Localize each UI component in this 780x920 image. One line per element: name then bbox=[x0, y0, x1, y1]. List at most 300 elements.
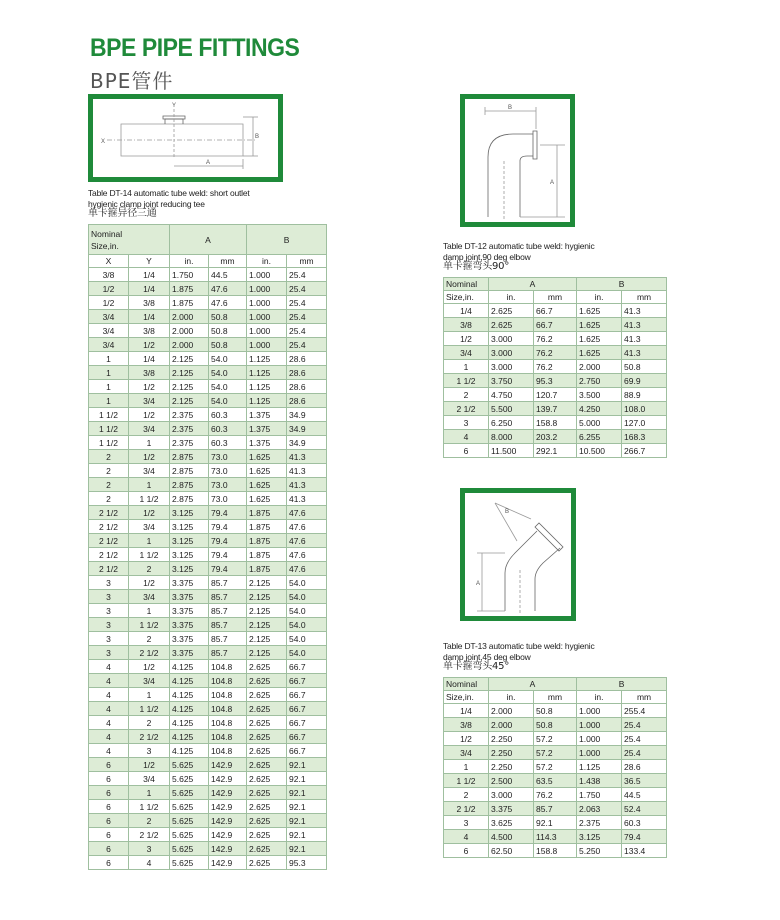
table-row bbox=[444, 816, 667, 830]
table-cell: 3.000 bbox=[489, 788, 534, 802]
table-cell: 1/2 bbox=[129, 758, 170, 772]
table-cell: 25.4 bbox=[287, 338, 327, 352]
table1-sub-x: X bbox=[89, 255, 129, 268]
table-row bbox=[89, 814, 327, 828]
table-cell: 1.000 bbox=[247, 324, 287, 338]
table-cell: 4 bbox=[89, 688, 129, 702]
table-row bbox=[444, 360, 667, 374]
table-cell: 47.6 bbox=[287, 520, 327, 534]
table-cell: 25.4 bbox=[287, 324, 327, 338]
table-cell: 3.375 bbox=[489, 802, 534, 816]
table3-caption bbox=[443, 641, 683, 673]
table-row bbox=[89, 506, 327, 520]
table-cell: 3/4 bbox=[129, 772, 170, 786]
table-cell: 3.375 bbox=[170, 590, 209, 604]
table-cell: 158.8 bbox=[534, 844, 577, 858]
table3-sub-b-in: in. bbox=[577, 691, 622, 704]
elbow-90-drawing bbox=[465, 99, 570, 222]
table-cell: 2.000 bbox=[170, 338, 209, 352]
table-cell: 2.125 bbox=[247, 590, 287, 604]
table-cell: 2.125 bbox=[247, 632, 287, 646]
table-cell: 50.8 bbox=[209, 338, 247, 352]
table-cell: 2.625 bbox=[247, 842, 287, 856]
table-cell: 1.000 bbox=[247, 268, 287, 282]
table-row bbox=[89, 436, 327, 450]
table-row bbox=[89, 324, 327, 338]
table-cell: 3 bbox=[89, 632, 129, 646]
table-cell: 50.8 bbox=[534, 718, 577, 732]
table-cell: 79.4 bbox=[209, 562, 247, 576]
table-cell: 1.000 bbox=[577, 718, 622, 732]
tee-label-y: Y bbox=[172, 103, 177, 109]
table-cell: 1/2 bbox=[129, 506, 170, 520]
table-cell: 2 1/2 bbox=[89, 562, 129, 576]
table-cell: 1 1/2 bbox=[444, 774, 489, 788]
table-row bbox=[89, 408, 327, 422]
table-cell: 2.125 bbox=[247, 618, 287, 632]
table-cell: 1 1/2 bbox=[129, 492, 170, 506]
table-row bbox=[444, 304, 667, 318]
table-row bbox=[444, 374, 667, 388]
table-cell: 3.750 bbox=[489, 374, 534, 388]
table-cell: 2.875 bbox=[170, 492, 209, 506]
table-cell: 133.4 bbox=[622, 844, 667, 858]
table1-caption-cn: 单卡箍异径三通 bbox=[88, 208, 157, 219]
elbow-45-table bbox=[443, 677, 667, 858]
elbow-45-drawing bbox=[465, 493, 571, 616]
table3-sub-a-mm: mm bbox=[534, 691, 577, 704]
table-cell: 3.500 bbox=[577, 388, 622, 402]
table-cell: 2.625 bbox=[489, 318, 534, 332]
table3-head-nominal: Nominal bbox=[444, 678, 489, 691]
table-cell: 1 1/2 bbox=[129, 800, 170, 814]
table-row bbox=[89, 268, 327, 282]
table-cell: 2.625 bbox=[247, 660, 287, 674]
table-cell: 1.875 bbox=[247, 534, 287, 548]
table-cell: 168.3 bbox=[622, 430, 667, 444]
table-cell: 1.875 bbox=[247, 548, 287, 562]
table-row bbox=[444, 774, 667, 788]
table-cell: 1.625 bbox=[247, 464, 287, 478]
table-cell: 1.875 bbox=[170, 296, 209, 310]
table-cell: 1/2 bbox=[129, 380, 170, 394]
table-cell: 3 bbox=[89, 604, 129, 618]
table-cell: 4.500 bbox=[489, 830, 534, 844]
table-row bbox=[89, 842, 327, 856]
table-cell: 1.000 bbox=[577, 746, 622, 760]
table-cell: 2 bbox=[89, 492, 129, 506]
table-row bbox=[89, 562, 327, 576]
table-cell: 203.2 bbox=[534, 430, 577, 444]
table-cell: 1 1/2 bbox=[129, 548, 170, 562]
table-cell: 2.125 bbox=[170, 352, 209, 366]
table-row bbox=[444, 830, 667, 844]
table-cell: 28.6 bbox=[622, 760, 667, 774]
table-cell: 1/2 bbox=[89, 282, 129, 296]
table-cell: 41.3 bbox=[622, 346, 667, 360]
table-cell: 2 1/2 bbox=[129, 646, 170, 660]
table-cell: 3/8 bbox=[129, 366, 170, 380]
table-cell: 1.000 bbox=[247, 282, 287, 296]
table-cell: 2.375 bbox=[170, 408, 209, 422]
table-cell: 28.6 bbox=[287, 366, 327, 380]
table-cell: 2.875 bbox=[170, 478, 209, 492]
table-cell: 50.8 bbox=[209, 324, 247, 338]
table-cell: 2.625 bbox=[247, 758, 287, 772]
table-cell: 3/8 bbox=[444, 718, 489, 732]
table-cell: 2.625 bbox=[247, 716, 287, 730]
table-cell: 79.4 bbox=[209, 520, 247, 534]
table-cell: 142.9 bbox=[209, 758, 247, 772]
table-cell: 76.2 bbox=[534, 332, 577, 346]
table-cell: 255.4 bbox=[622, 704, 667, 718]
table-cell: 3/4 bbox=[129, 464, 170, 478]
table-cell: 108.0 bbox=[622, 402, 667, 416]
page-title: BPE PIPE FITTINGS bbox=[90, 34, 300, 62]
table-cell: 2 bbox=[444, 388, 489, 402]
table-cell: 1/4 bbox=[129, 268, 170, 282]
table-cell: 2.125 bbox=[170, 380, 209, 394]
table-row bbox=[444, 332, 667, 346]
table1-sub-b-in: in. bbox=[247, 255, 287, 268]
elbow90-label-a: A bbox=[550, 180, 555, 186]
table-cell: 3/4 bbox=[89, 338, 129, 352]
table-row bbox=[89, 590, 327, 604]
table-cell: 79.4 bbox=[622, 830, 667, 844]
table-cell: 3/4 bbox=[129, 394, 170, 408]
table-cell: 47.6 bbox=[287, 548, 327, 562]
table-cell: 79.4 bbox=[209, 506, 247, 520]
table-cell: 57.2 bbox=[534, 760, 577, 774]
table-row bbox=[89, 618, 327, 632]
table-cell: 4 bbox=[89, 660, 129, 674]
table-cell: 5.500 bbox=[489, 402, 534, 416]
table-row bbox=[89, 772, 327, 786]
table-cell: 5.625 bbox=[170, 814, 209, 828]
table-cell: 2.250 bbox=[489, 760, 534, 774]
table-cell: 1.875 bbox=[247, 520, 287, 534]
table-cell: 139.7 bbox=[534, 402, 577, 416]
table-cell: 5.625 bbox=[170, 786, 209, 800]
table-cell: 66.7 bbox=[287, 688, 327, 702]
table-cell: 2.625 bbox=[247, 772, 287, 786]
table-cell: 2.063 bbox=[577, 802, 622, 816]
table-cell: 1/2 bbox=[129, 576, 170, 590]
table-cell: 73.0 bbox=[209, 450, 247, 464]
table-cell: 3.000 bbox=[489, 360, 534, 374]
table-row bbox=[444, 802, 667, 816]
table-cell: 4.750 bbox=[489, 388, 534, 402]
table-cell: 3 bbox=[89, 576, 129, 590]
table-row bbox=[444, 318, 667, 332]
table-cell: 2 bbox=[129, 632, 170, 646]
table-row bbox=[89, 702, 327, 716]
table-cell: 3 bbox=[89, 646, 129, 660]
table-cell: 54.0 bbox=[209, 352, 247, 366]
table-cell: 3/4 bbox=[89, 324, 129, 338]
table-cell: 1 1/2 bbox=[129, 702, 170, 716]
table-row bbox=[89, 450, 327, 464]
table-cell: 1.625 bbox=[577, 346, 622, 360]
table-cell: 104.8 bbox=[209, 702, 247, 716]
table-cell: 1/4 bbox=[129, 310, 170, 324]
table-cell: 54.0 bbox=[209, 366, 247, 380]
table-cell: 1.375 bbox=[247, 436, 287, 450]
table-cell: 2.000 bbox=[170, 324, 209, 338]
table-cell: 104.8 bbox=[209, 716, 247, 730]
table-cell: 2.125 bbox=[247, 646, 287, 660]
table-row bbox=[89, 688, 327, 702]
table-cell: 2.375 bbox=[170, 422, 209, 436]
table-row bbox=[444, 388, 667, 402]
page-subtitle: BPE管件 bbox=[90, 69, 174, 93]
table-cell: 76.2 bbox=[534, 346, 577, 360]
table-cell: 54.0 bbox=[287, 646, 327, 660]
table-row bbox=[89, 744, 327, 758]
table-cell: 2.625 bbox=[247, 702, 287, 716]
table-cell: 11.500 bbox=[489, 444, 534, 458]
table-cell: 34.9 bbox=[287, 422, 327, 436]
table-cell: 6 bbox=[89, 772, 129, 786]
table-cell: 4 bbox=[89, 716, 129, 730]
table-cell: 6 bbox=[89, 828, 129, 842]
table-cell: 92.1 bbox=[287, 758, 327, 772]
table-cell: 85.7 bbox=[209, 590, 247, 604]
table-row bbox=[444, 746, 667, 760]
table2-sub-a-mm: mm bbox=[534, 291, 577, 304]
table-cell: 2 1/2 bbox=[89, 548, 129, 562]
table-cell: 2.625 bbox=[247, 786, 287, 800]
table2-sub-b-in: in. bbox=[577, 291, 622, 304]
table-cell: 3.125 bbox=[170, 534, 209, 548]
table-cell: 104.8 bbox=[209, 660, 247, 674]
table-cell: 1 1/2 bbox=[444, 374, 489, 388]
elbow45-drawing-frame bbox=[460, 488, 576, 621]
table-cell: 25.4 bbox=[287, 296, 327, 310]
table-row bbox=[444, 704, 667, 718]
table3-head-b: B bbox=[577, 678, 667, 691]
table-row bbox=[444, 788, 667, 802]
table-cell: 92.1 bbox=[287, 842, 327, 856]
table-cell: 57.2 bbox=[534, 732, 577, 746]
table-cell: 1.375 bbox=[247, 408, 287, 422]
table-cell: 92.1 bbox=[287, 800, 327, 814]
table-cell: 60.3 bbox=[622, 816, 667, 830]
table-cell: 73.0 bbox=[209, 464, 247, 478]
table-cell: 41.3 bbox=[622, 332, 667, 346]
table-cell: 2.500 bbox=[489, 774, 534, 788]
table-cell: 6.255 bbox=[577, 430, 622, 444]
table-cell: 1/4 bbox=[129, 352, 170, 366]
table-row bbox=[89, 576, 327, 590]
table-cell: 1 bbox=[89, 380, 129, 394]
table-row bbox=[444, 346, 667, 360]
table-cell: 66.7 bbox=[534, 318, 577, 332]
table-cell: 6 bbox=[89, 856, 129, 870]
table-cell: 3/4 bbox=[129, 422, 170, 436]
table-cell: 3 bbox=[129, 744, 170, 758]
table-cell: 2 bbox=[129, 562, 170, 576]
table-row bbox=[89, 856, 327, 870]
table-cell: 34.9 bbox=[287, 408, 327, 422]
table-cell: 1/2 bbox=[444, 732, 489, 746]
table-cell: 4 bbox=[89, 674, 129, 688]
tee-label-x: X bbox=[101, 139, 106, 145]
table-cell: 44.5 bbox=[622, 788, 667, 802]
table-cell: 2.250 bbox=[489, 746, 534, 760]
table-cell: 1.625 bbox=[577, 332, 622, 346]
table2-caption bbox=[443, 241, 683, 273]
table-cell: 158.8 bbox=[534, 416, 577, 430]
table-cell: 1 bbox=[89, 394, 129, 408]
table-cell: 3/4 bbox=[89, 310, 129, 324]
table-row bbox=[89, 548, 327, 562]
table-row bbox=[89, 520, 327, 534]
table-cell: 1/2 bbox=[89, 296, 129, 310]
table-row bbox=[89, 534, 327, 548]
table-cell: 2 bbox=[129, 814, 170, 828]
table-cell: 3/8 bbox=[444, 318, 489, 332]
table-cell: 2 1/2 bbox=[129, 730, 170, 744]
table-cell: 4.250 bbox=[577, 402, 622, 416]
table-cell: 54.0 bbox=[287, 604, 327, 618]
table-cell: 4.125 bbox=[170, 660, 209, 674]
table-cell: 1.750 bbox=[577, 788, 622, 802]
table-cell: 34.9 bbox=[287, 436, 327, 450]
table2-head-size: Size,in. bbox=[444, 291, 489, 304]
table-cell: 47.6 bbox=[287, 506, 327, 520]
table-cell: 1.875 bbox=[247, 562, 287, 576]
table-cell: 1/2 bbox=[129, 450, 170, 464]
table-cell: 73.0 bbox=[209, 478, 247, 492]
table-cell: 92.1 bbox=[287, 786, 327, 800]
table-cell: 1.000 bbox=[577, 704, 622, 718]
table-cell: 3.000 bbox=[489, 332, 534, 346]
table2-caption-cn: 单卡箍弯头90° bbox=[443, 261, 510, 272]
table-cell: 4.125 bbox=[170, 674, 209, 688]
table-row bbox=[89, 310, 327, 324]
table-cell: 142.9 bbox=[209, 856, 247, 870]
table-cell: 6.250 bbox=[489, 416, 534, 430]
elbow-90-table bbox=[443, 277, 667, 458]
table-cell: 85.7 bbox=[209, 576, 247, 590]
table-cell: 3.125 bbox=[577, 830, 622, 844]
table-cell: 60.3 bbox=[209, 436, 247, 450]
elbow45-label-a: A bbox=[476, 581, 481, 587]
table-cell: 2 bbox=[89, 478, 129, 492]
table-cell: 41.3 bbox=[622, 304, 667, 318]
table-cell: 66.7 bbox=[287, 730, 327, 744]
table-cell: 28.6 bbox=[287, 352, 327, 366]
table2-caption-line2: damp joint,90 deg elbow bbox=[443, 251, 531, 262]
table2-caption-line1: Table DT-12 automatic tube weld: hygienic bbox=[443, 241, 595, 251]
table-cell: 5.625 bbox=[170, 856, 209, 870]
table-cell: 92.1 bbox=[287, 772, 327, 786]
table-row bbox=[89, 716, 327, 730]
table-cell: 3/8 bbox=[129, 324, 170, 338]
table-cell: 1.625 bbox=[577, 318, 622, 332]
table3-head-a: A bbox=[489, 678, 577, 691]
table-cell: 266.7 bbox=[622, 444, 667, 458]
table-cell: 28.6 bbox=[287, 380, 327, 394]
table-cell: 4.125 bbox=[170, 702, 209, 716]
table-cell: 6 bbox=[444, 444, 489, 458]
table-cell: 4 bbox=[444, 830, 489, 844]
table-cell: 127.0 bbox=[622, 416, 667, 430]
table-row bbox=[444, 732, 667, 746]
table-cell: 60.3 bbox=[209, 408, 247, 422]
table-row bbox=[89, 394, 327, 408]
table-cell: 1/2 bbox=[129, 660, 170, 674]
table-cell: 6 bbox=[444, 844, 489, 858]
table-cell: 36.5 bbox=[622, 774, 667, 788]
table-cell: 3 bbox=[444, 416, 489, 430]
table-cell: 1.000 bbox=[247, 338, 287, 352]
table-cell: 3 bbox=[89, 590, 129, 604]
table-cell: 104.8 bbox=[209, 674, 247, 688]
table-row bbox=[89, 492, 327, 506]
table-cell: 66.7 bbox=[287, 660, 327, 674]
table-row bbox=[444, 416, 667, 430]
table-cell: 1.125 bbox=[247, 394, 287, 408]
table-cell: 1.625 bbox=[577, 304, 622, 318]
table-cell: 92.1 bbox=[534, 816, 577, 830]
table-cell: 1 bbox=[89, 352, 129, 366]
table-cell: 2.875 bbox=[170, 450, 209, 464]
table-cell: 85.7 bbox=[534, 802, 577, 816]
table-cell: 1.125 bbox=[247, 366, 287, 380]
table-cell: 57.2 bbox=[534, 746, 577, 760]
table2-head-b: B bbox=[577, 278, 667, 291]
table-cell: 1/4 bbox=[444, 704, 489, 718]
table-cell: 1.750 bbox=[170, 268, 209, 282]
table2-sub-b-mm: mm bbox=[622, 291, 667, 304]
table-cell: 1/4 bbox=[444, 304, 489, 318]
table-row bbox=[89, 632, 327, 646]
table-cell: 1.625 bbox=[247, 478, 287, 492]
table-cell: 1.000 bbox=[577, 732, 622, 746]
table3-caption-line2: damp joint,45 deg elbow bbox=[443, 651, 531, 662]
table1-subheader bbox=[89, 255, 327, 268]
table-cell: 4 bbox=[89, 702, 129, 716]
table-cell: 88.9 bbox=[622, 388, 667, 402]
table-cell: 1 bbox=[129, 478, 170, 492]
table-row bbox=[89, 478, 327, 492]
table-cell: 50.8 bbox=[534, 704, 577, 718]
table1-caption-line1: Table DT-14 automatic tube weld: short outlet bbox=[88, 188, 250, 198]
table-cell: 2 1/2 bbox=[129, 828, 170, 842]
table-cell: 54.0 bbox=[287, 618, 327, 632]
table-cell: 3/4 bbox=[444, 746, 489, 760]
table-cell: 95.3 bbox=[287, 856, 327, 870]
table-cell: 104.8 bbox=[209, 688, 247, 702]
table-cell: 73.0 bbox=[209, 492, 247, 506]
tee-label-a: A bbox=[206, 160, 211, 166]
table-cell: 2.125 bbox=[247, 576, 287, 590]
table-cell: 25.4 bbox=[287, 268, 327, 282]
table-cell: 142.9 bbox=[209, 800, 247, 814]
table-row bbox=[89, 380, 327, 394]
table-cell: 3.000 bbox=[489, 346, 534, 360]
table-row bbox=[89, 422, 327, 436]
table-cell: 44.5 bbox=[209, 268, 247, 282]
table-cell: 142.9 bbox=[209, 772, 247, 786]
table-cell: 2 bbox=[444, 788, 489, 802]
table-cell: 3/4 bbox=[129, 674, 170, 688]
table-cell: 1.000 bbox=[247, 310, 287, 324]
table-cell: 2 1/2 bbox=[444, 802, 489, 816]
table-cell: 3/8 bbox=[129, 296, 170, 310]
